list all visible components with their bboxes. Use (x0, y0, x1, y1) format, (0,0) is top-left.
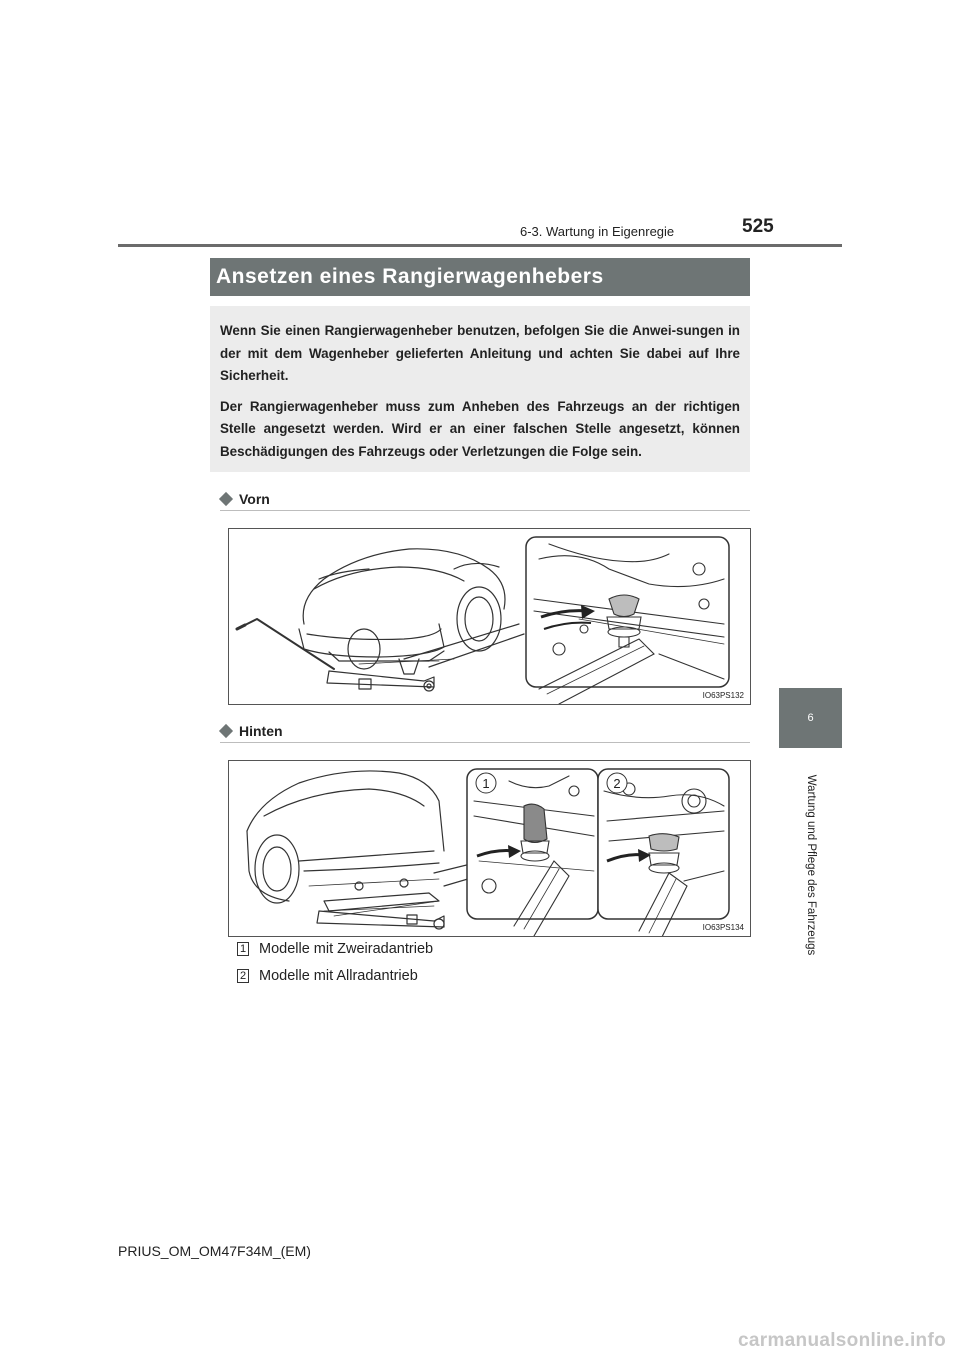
chapter-title: Wartung und Pflege des Fahrzeugs (804, 774, 817, 956)
diamond-bullet-icon (219, 724, 233, 738)
intro-paragraph-2: Der Rangierwagenheber muss zum Anheben des Fahrzeugs an der richtigen Stelle angesetzt werden. Wird er an einer falschen Stelle angesetzt, können Beschädigungen des Fahrzeugs oder Verletzungen die Folge sein. (220, 398, 740, 459)
diamond-bullet-icon (219, 492, 233, 506)
intro-box (210, 306, 750, 472)
front-detail-inset (526, 537, 729, 704)
rear-detail-inset-1 (467, 769, 598, 936)
chapter-tab[interactable] (779, 688, 842, 748)
legend-number-2: 2 (237, 969, 249, 983)
rear-jack-illustration (229, 761, 750, 936)
rear-detail-inset-2 (598, 769, 729, 936)
subheading-front (220, 488, 750, 511)
subheading-front-label: Vorn (239, 491, 270, 507)
intro-paragraph-1: Wenn Sie einen Rangierwagenheber benutzen, befolgen Sie die Anwei-sungen in der mit dem Wagenheber gelieferten Anleitung und achten Sie dabei auf Ihre Sicherheit. (220, 323, 740, 383)
section-title: Ansetzen eines Rangierwagenhebers (216, 265, 604, 288)
front-jack-illustration (229, 529, 750, 704)
legend-item-1 (237, 939, 433, 959)
figure-rear-code: IO63PS134 (702, 923, 744, 932)
legend-label-2: Modelle mit Allradantrieb (259, 968, 418, 984)
page-number: 525 (742, 216, 774, 237)
chapter-number: 6 (807, 712, 814, 724)
subheading-rear-label: Hinten (239, 723, 283, 739)
callout-2-label: 2 (613, 776, 621, 791)
section-title-bar (210, 258, 750, 296)
header-rule (118, 244, 842, 247)
figure-front-code: IO63PS132 (702, 691, 744, 700)
watermark[interactable]: carmanualsonline.info (738, 1330, 946, 1351)
footer-model-code: PRIUS_OM_OM47F34M_(EM) (118, 1243, 311, 1259)
legend-label-1: Modelle mit Zweiradantrieb (259, 941, 434, 957)
page-header (0, 0, 960, 250)
figure-rear-jack-point (228, 760, 751, 937)
section-name: 6-3. Wartung in Eigenregie (520, 224, 675, 239)
figure-front-jack-point (228, 528, 751, 705)
chapter-title-vertical (779, 760, 842, 970)
legend-item-2 (237, 966, 418, 986)
legend-number-1: 1 (237, 942, 249, 956)
callout-1-label: 1 (482, 776, 490, 791)
subheading-rear (220, 720, 750, 743)
